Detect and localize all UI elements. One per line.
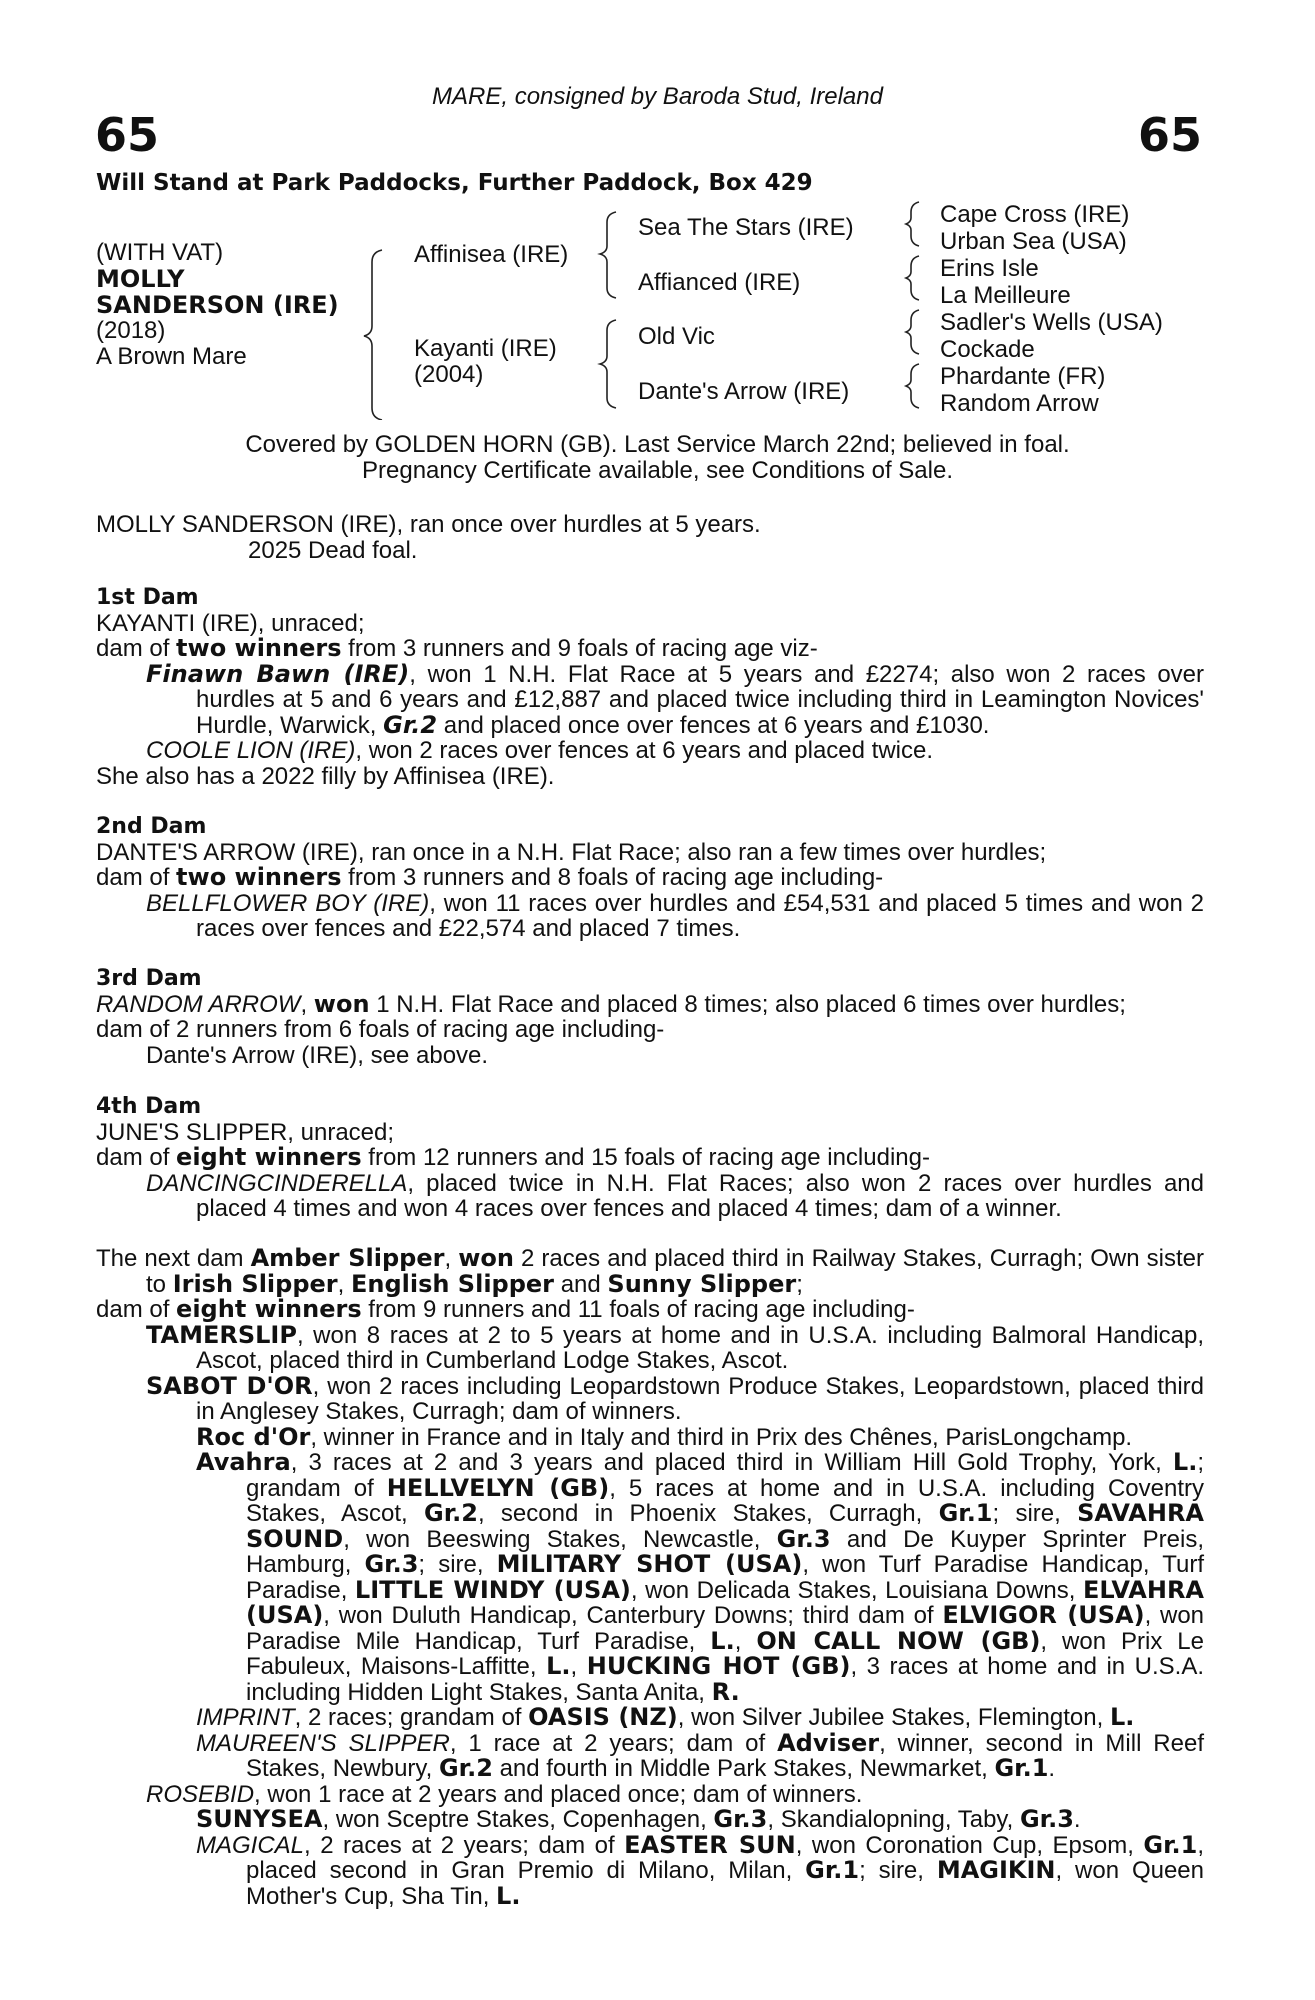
brace-dam xyxy=(600,320,616,408)
next-dam-intro: The next dam Amber Slipper, won 2 races and placed third in Railway Stakes, Curragh; Own sister to Irish Slipper, English Slipper and Sunny Slipper; xyxy=(96,1244,1204,1298)
progeny-sabot-dor: SABOT D'OR, won 2 races including Leopardstown Produce Stakes, Leopardstown, placed third in Anglesey Stakes, Curragh; dam of winners. xyxy=(146,1371,1205,1425)
pedigree-g2-4: Dante's Arrow (IRE) xyxy=(638,378,850,405)
covering-note xyxy=(0,432,1315,483)
stabling-location: Will Stand at Park Paddocks, Further Paddock, Box 429 xyxy=(96,170,813,196)
intro-line2: 2025 Dead foal. xyxy=(248,536,418,564)
second-dam-line2: dam of two winners from 3 runners and 8 foals of racing age including- xyxy=(96,863,884,891)
second-dam-heading: 2nd Dam xyxy=(96,814,207,839)
brace-g3-3 xyxy=(906,310,919,354)
first-dam-also: She also has a 2022 filly by Affinisea (IRE). xyxy=(96,762,555,790)
pedigree-dam-name: Kayanti (IRE) xyxy=(414,335,557,362)
lot-number-left: 65 xyxy=(95,108,160,162)
progeny-tamerslip: TAMERSLIP, won 8 races at 2 to 5 years at home and in U.S.A. including Balmoral Handicap, Ascot, placed third in Cumberland Lodge Stakes, Ascot. xyxy=(146,1320,1204,1374)
pedigree-g3-5: Sadler's Wells (USA) xyxy=(940,309,1163,336)
fourth-dam-heading: 4th Dam xyxy=(96,1094,202,1119)
progeny-imprint: IMPRINT, 2 races; grandam of OASIS (NZ), won Silver Jubilee Stakes, Flemington, L. xyxy=(196,1703,1135,1731)
first-dam-heading: 1st Dam xyxy=(96,585,199,610)
next-dam-section xyxy=(96,1246,1204,1909)
covering-line1: Covered by GOLDEN HORN (GB). Last Service March 22nd; believed in foal. xyxy=(245,431,1070,458)
progeny-dancingcinderella: DANCINGCINDERELLA, placed twice in N.H. Flat Races; also won 2 races over hurdles and placed 4 times and won 4 races over fences and placed 4 times; dam of a winner. xyxy=(146,1169,1204,1222)
progeny-avahra: Avahra, 3 races at 2 and 3 years and placed third in William Hill Gold Trophy, York, L.; grandam of HELLVELYN (GB), 5 races at home and in U.S.A. including Coventry Stakes, Ascot, Gr.2, second in Phoenix Stakes, Curragh, Gr.1; sire, SAVAHRA SOUND, won Beeswing Stakes, Newcastle, Gr.3 and De Kuyper Sprinter Preis, Hamburg, Gr.3; sire, MILITARY SHOT (USA), won Turf Paradise Handicap, Turf Paradise, LITTLE WINDY (USA), won Delicada Stakes, Louisiana Downs, ELVAHRA (USA), won Duluth Handicap, Canterbury Downs; third dam of ELVIGOR (USA), won Paradise Mile Handicap, Turf Paradise, L., ON CALL NOW (GB), won Prix Le Fabuleux, Maisons-Laffitte, L., HUCKING HOT (GB), 3 races at home and in U.S.A. including Hidden Light Stakes, Santa Anita, R. xyxy=(196,1448,1205,1706)
pedigree-dam-year: (2004) xyxy=(414,361,484,388)
fourth-dam-line1: JUNE'S SLIPPER, unraced; xyxy=(96,1118,395,1146)
progeny-sunysea: SUNYSEA, won Sceptre Stakes, Copenhagen, Gr.3, Skandialopning, Taby, Gr.3. xyxy=(196,1805,1081,1833)
first-dam-line1: KAYANTI (IRE), unraced; xyxy=(96,609,365,637)
pedigree-g3-2: Urban Sea (USA) xyxy=(940,228,1127,255)
brace-main xyxy=(364,250,382,420)
covering-line2: Pregnancy Certificate available, see Conditions of Sale. xyxy=(362,456,953,484)
progeny-coole-lion: COOLE LION (IRE), won 2 races over fences at 6 years and placed twice. xyxy=(146,737,934,764)
progeny-bellflower-boy: BELLFLOWER BOY (IRE), won 11 races over hurdles and £54,531 and placed 5 times and won 2 races over fences and £22,574 and placed 7 times. xyxy=(146,889,1204,942)
progeny-maureens-slipper: MAUREEN'S SLIPPER, 1 race at 2 years; dam of Adviser, winner, second in Mill Reef Stakes, Newbury, Gr.2 and fourth in Middle Park Stakes, Newmarket, Gr.1. xyxy=(196,1728,1204,1782)
second-dam-section xyxy=(96,814,1204,942)
lot-number-right: 65 xyxy=(1137,108,1202,162)
horse-name-line2: SANDERSON (IRE) xyxy=(96,291,339,319)
horse-name-line1: MOLLY xyxy=(96,265,185,293)
vat-note: (WITH VAT) xyxy=(96,239,224,266)
third-dam-heading: 3rd Dam xyxy=(96,966,202,991)
first-dam-section xyxy=(96,585,1204,789)
pedigree-g3-3: Erins Isle xyxy=(940,255,1039,282)
pedigree-g2-2: Affianced (IRE) xyxy=(638,269,801,296)
fourth-dam-section xyxy=(96,1094,1204,1222)
pedigree-g2-1: Sea The Stars (IRE) xyxy=(638,214,854,241)
intro xyxy=(96,512,761,563)
third-dam-line2: dam of 2 runners from 6 foals of racing age including- xyxy=(96,1016,665,1043)
progeny-finawn-bawn: Finawn Bawn (IRE), won 1 N.H. Flat Race at 5 years and £2274; also won 2 races over hurdles at 5 and 6 years and £12,887 and placed twice including third in Leamington Novices' Hurdle, Warwick, Gr.2 and placed once over fences at 6 years and £1030. xyxy=(146,659,1205,739)
pedigree-g3-6: Cockade xyxy=(940,336,1035,363)
page-subtitle: MARE, consigned by Baroda Stud, Ireland xyxy=(432,83,883,110)
pedigree-g3-7: Phardante (FR) xyxy=(940,363,1106,390)
pedigree-g3-8: Random Arrow xyxy=(940,390,1099,417)
pedigree-g3-1: Cape Cross (IRE) xyxy=(940,201,1130,228)
pedigree-sire: Affinisea (IRE) xyxy=(414,241,569,268)
fourth-dam-line2: dam of eight winners from 12 runners and 15 foals of racing age including- xyxy=(96,1143,930,1171)
first-dam-line2: dam of two winners from 3 runners and 9 foals of racing age viz- xyxy=(96,634,818,662)
third-dam-line1: RANDOM ARROW, won 1 N.H. Flat Race and placed 8 times; also placed 6 times over hurdles; xyxy=(96,989,1126,1018)
horse-description: A Brown Mare xyxy=(96,343,247,370)
pedigree-g2-3: Old Vic xyxy=(638,323,715,350)
horse-year: (2018) xyxy=(96,317,166,344)
brace-g3-4 xyxy=(906,364,919,408)
pedigree-g3-4: La Meilleure xyxy=(940,282,1071,309)
brace-g3-1 xyxy=(906,202,919,246)
intro-line1: MOLLY SANDERSON (IRE), ran once over hurdles at 5 years. xyxy=(96,511,761,538)
next-dam-line2: dam of eight winners from 9 runners and 11 foals of racing age including- xyxy=(96,1295,915,1323)
third-dam-line3: Dante's Arrow (IRE), see above. xyxy=(146,1041,489,1069)
second-dam-line1: DANTE'S ARROW (IRE), ran once in a N.H. Flat Race; also ran a few times over hurdles; xyxy=(96,838,1047,866)
pedigree-dam xyxy=(414,336,557,388)
brace-sire xyxy=(600,212,616,298)
progeny-rosebid: ROSEBID, won 1 race at 2 years and placed once; dam of winners. xyxy=(146,1780,863,1808)
progeny-magical: MAGICAL, 2 races at 2 years; dam of EASTER SUN, won Coronation Cup, Epsom, Gr.1, placed second in Gran Premio di Milano, Milan, Gr.1; sire, MAGIKIN, won Queen Mother's Cup, Sha Tin, L. xyxy=(196,1830,1205,1910)
brace-g3-2 xyxy=(906,256,919,300)
progeny-roc-dor: Roc d'Or, winner in France and in Italy and third in Prix des Chênes, ParisLongchamp. xyxy=(196,1422,1133,1451)
third-dam-section xyxy=(96,966,1204,1068)
